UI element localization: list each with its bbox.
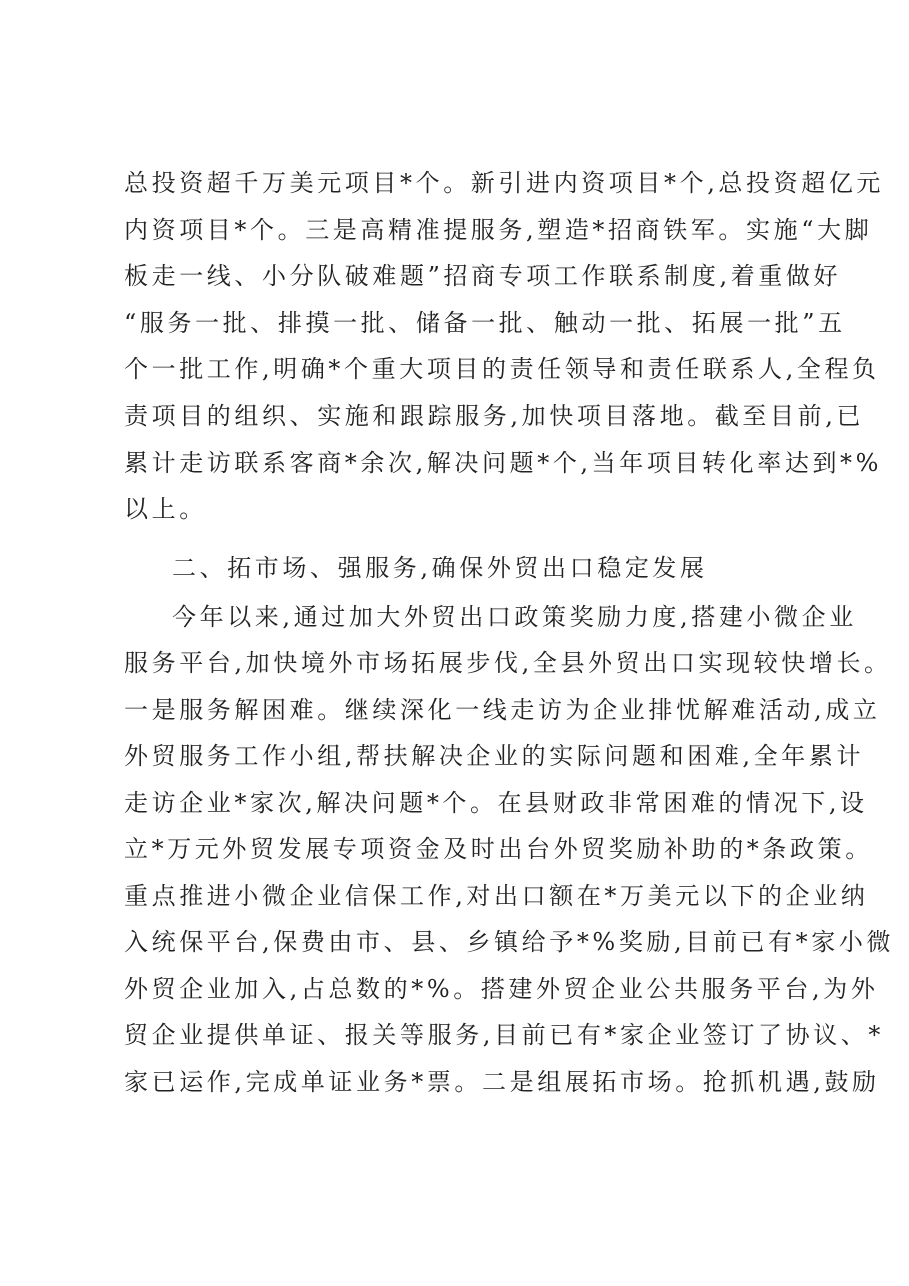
- section-heading: 二、拓市场、强服务,确保外贸出口稳定发展: [172, 554, 708, 582]
- body-text-line: 责项目的组织、实施和跟踪服务,加快项目落地。截至目前,已: [124, 402, 865, 430]
- body-text-line: “服务一批、排摸一批、储备一批、触动一批、拓展一批”五: [124, 309, 846, 337]
- body-text-line: 累计走访联系客商*余次,解决问题*个,当年项目转化率达到*%: [124, 449, 883, 477]
- paragraph-first-line: 今年以来,通过加大外贸出口政策奖励力度,搭建小微企业: [172, 603, 857, 631]
- body-text-line: 贸企业提供单证、报关等服务,目前已有*家企业签订了协议、*: [124, 1021, 885, 1049]
- body-text-line: 入统保平台,保费由市、县、乡镇给予*%奖励,目前已有*家小微: [124, 928, 895, 956]
- body-text-line: 立*万元外贸发展专项资金及时出台外贸奖励补助的*条政策。: [124, 835, 873, 863]
- body-text-line: 板走一线、小分队破难题”招商专项工作联系制度,着重做好: [124, 262, 842, 290]
- body-text-line: 个一批工作,明确*个重大项目的责任领导和责任联系人,全程负: [124, 355, 880, 383]
- body-text-line: 以上。: [124, 495, 207, 523]
- body-text-line: 总投资超千万美元项目*个。新引进内资项目*个,总投资超亿元: [124, 169, 885, 197]
- body-text-line: 内资项目*个。三是高精准提服务,塑造*招商铁军。实施“大脚: [124, 216, 873, 244]
- body-text-line: 走访企业*家次,解决问题*个。在县财政非常困难的情况下,设: [124, 789, 868, 817]
- body-text-line: 服务平台,加快境外市场拓展步伐,全县外贸出口实现较快增长。: [124, 649, 892, 677]
- body-text-line: 家已运作,完成单证业务*票。二是组展拓市场。抢抓机遇,鼓励: [124, 1068, 880, 1096]
- body-text-line: 一是服务解困难。继续深化一线走访为企业排忧解难活动,成立: [124, 696, 881, 724]
- body-text-line: 外贸服务工作小组,帮扶解决企业的实际问题和困难,全年累计: [124, 742, 865, 770]
- body-text-line: 外贸企业加入,占总数的*%。搭建外贸企业公共服务平台,为外: [124, 975, 879, 1003]
- body-text-line: 重点推进小微企业信保工作,对出口额在*万美元以下的企业纳: [124, 882, 869, 910]
